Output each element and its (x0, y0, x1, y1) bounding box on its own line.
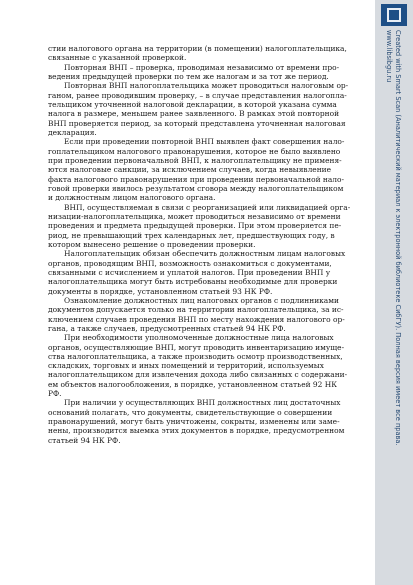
text-line: нены, производится выемка этих документов в порядке, предусмотренном (48, 426, 345, 436)
text-line: документов допускается только на территории налогоплательщика, за ис- (48, 305, 344, 315)
text-line: статьей 94 НК РФ. (48, 435, 121, 445)
text-line: связанными с исчислением и уплатой налогов. При проведении ВНП у (48, 267, 331, 277)
text-line: При наличии у осуществляющих ВНП должностных лиц достаточных (64, 398, 341, 408)
text-line: котором вынесено решение о проведении проверки. (48, 239, 256, 249)
text-line: РФ. (48, 389, 62, 399)
text-line: стии налогового органа на территории (в помещении) налогоплательщика, (48, 44, 347, 53)
text-line: при проведении первоначальной ВНП, к налогоплательщику не применя- (48, 155, 342, 165)
text-line: тельщиком уточненной налоговой декларации, в которой указана сумма (48, 99, 337, 109)
document-text (48, 44, 366, 445)
text-line: декларация. (48, 127, 97, 137)
text-line: низации-налогоплательщика, может проводиться независимо от времени (48, 211, 341, 221)
text-line: проведения и предмета предыдущей проверки. При этом проверяется пе- (48, 221, 342, 231)
text-line: риод, не превышающий трех календарных лет, предшествующих году, в (48, 230, 335, 240)
text-line: правонарушений, могут быть уничтожены, сокрыты, изменены или заме- (48, 417, 340, 427)
text-line: налогоплательщиком для извлечения дохода либо связанных с содержани- (48, 370, 348, 380)
watermark-text-line2: www.libsibgu.ru (385, 30, 393, 83)
text-line: Если при проведении повторной ВНП выявлен факт совершения нало- (64, 137, 345, 147)
text-line: и должностным лицом налогового органа. (48, 193, 216, 203)
text-line: ются налоговые санкции, за исключением случаев, когда невыявление (48, 165, 332, 175)
text-line: Повторная ВНП – проверка, проводимая независимо от времени про- (64, 62, 340, 72)
text-line: налогоплательщика могут быть истребованы необходимые для проверки (48, 277, 338, 287)
text-line: При необходимости уполномоченные должностные лица налоговых (64, 333, 334, 343)
text-line: ства налогоплательщика, а также производить осмотр производственных, (48, 351, 343, 361)
text-line: ведения предыдущей проверки по тем же налогам и за тот же период. (48, 71, 329, 81)
text-line: ганом, ранее проводившим проверку, – в случае представления налогопла- (48, 90, 347, 100)
text-line: ключением случаев проведения ВНП по месту нахождения налогового ор- (48, 314, 345, 324)
text-line: налога в размере, меньшем ранее заявленного. В рамках этой повторной (48, 109, 340, 119)
text-line: Повторная ВНП налогоплательщика может проводиться налоговым ор- (64, 81, 349, 91)
text-line: Налогоплательщик обязан обеспечить должностным лицам налоговых (64, 249, 346, 259)
text-line: гоплательщиком налогового правонарушения, которое не было выявлено (48, 146, 341, 156)
text-line: складских, торговых и иных помещений и территорий, используемых (48, 361, 324, 371)
text-line: факта налогового правонарушения при проведении первоначальной нало- (48, 174, 345, 184)
text-line: ВНП, осуществляемая в связи с реорганизацией или ликвидацией орга- (64, 202, 351, 212)
text-line: органов, осуществляющие ВНП, могут проводить инвентаризацию имуще- (48, 342, 345, 352)
logo-icon (381, 4, 407, 26)
text-line: связанные с указанной проверкой. (48, 53, 187, 63)
text-line: документы в порядке, установленном статьей 93 НК РФ. (48, 286, 273, 296)
text-line: говой проверки явилось результатом сговора между налогоплательщиком (48, 183, 344, 193)
text-line: ем объектов налогообложения, в порядке, установленном статьей 92 НК (48, 379, 337, 389)
watermark-text-line1: Created with Smart Scan (Аналитический материал к электронной библиотеке СибГУ). Полная версия имеет все права. (394, 30, 402, 446)
text-line: органов, проводящим ВНП, возможность ознакомиться с документами, (48, 258, 332, 268)
logo-mark-icon (387, 8, 401, 22)
text-line: оснований полагать, что документы, свидетельствующие о совершении (48, 407, 333, 417)
text-line: ВНП проверяется период, за который представлена уточненная налоговая (48, 118, 346, 128)
text-line: гана, а также случаев, предусмотренных статьей 94 НК РФ. (48, 323, 286, 333)
text-line: Ознакомление должностных лиц налоговых органов с подлинниками (64, 295, 339, 305)
watermark-text (384, 30, 402, 446)
